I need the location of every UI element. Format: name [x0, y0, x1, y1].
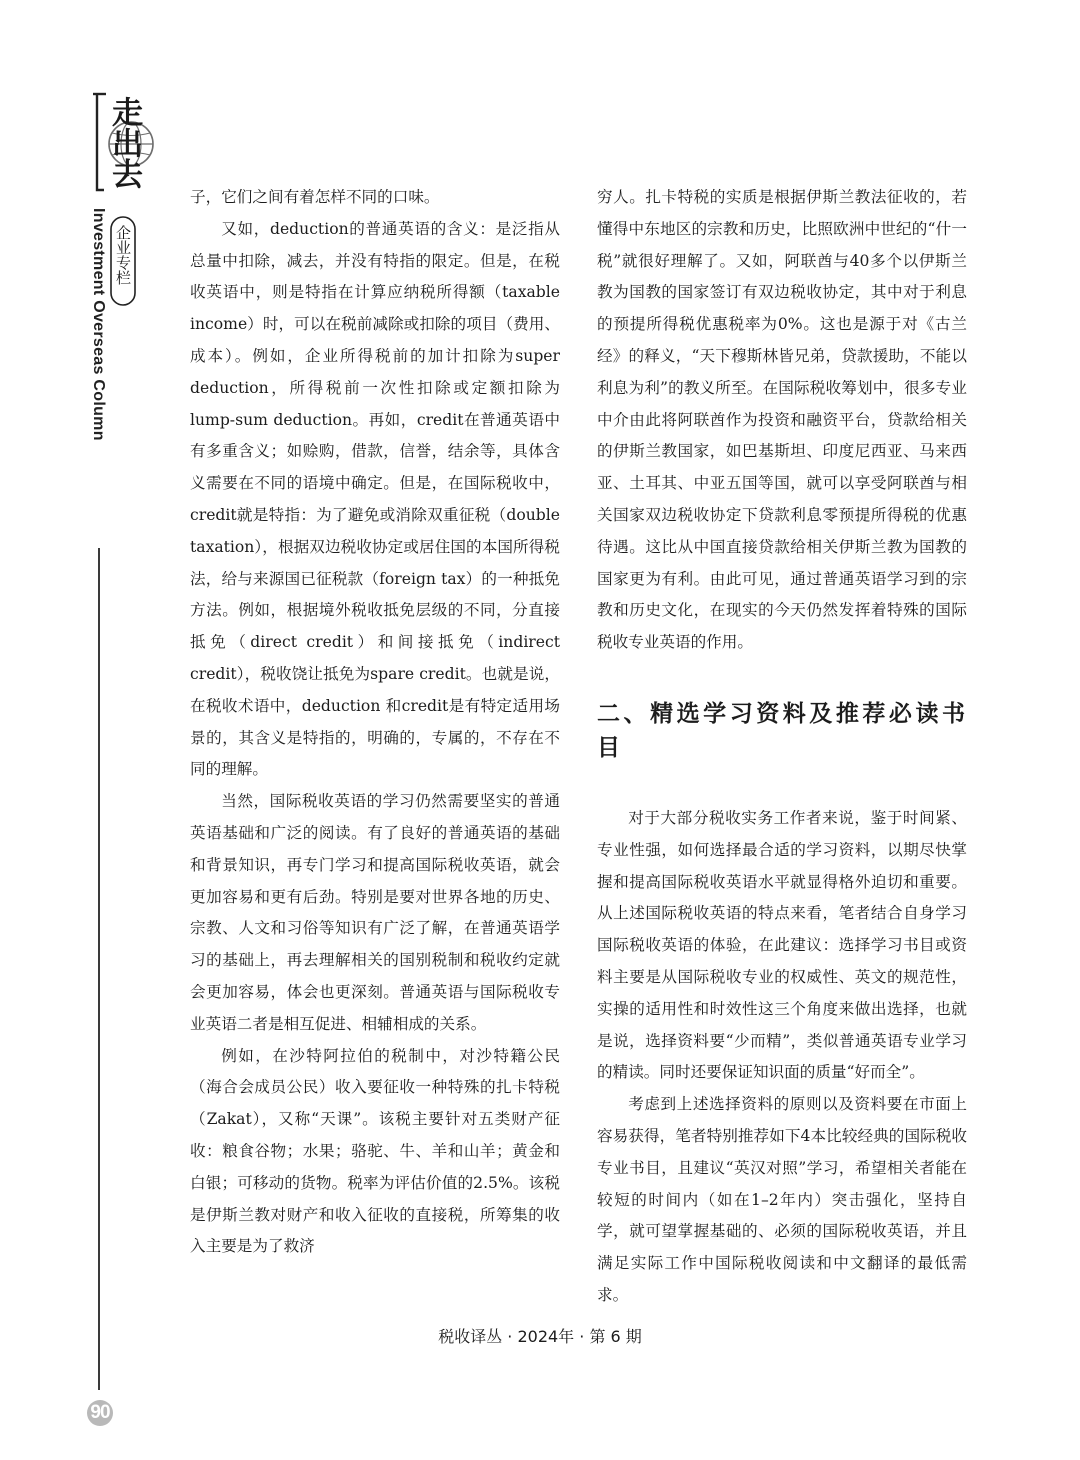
paragraph: 穷人。扎卡特税的实质是根据伊斯兰教法征收的，若懂得中东地区的宗教和历史，比照欧洲中世纪的“什一税”就很好理解了。又如，阿联酋与40多个以伊斯兰教为国教的国家签订有双边税收协定，其中对于利息的预提所得税优惠税率为0%。这也是源于对《古兰经》的释义，“天下穆斯林皆兄弟，贷款援助，不能以利息为利”的教义所至。在国际税收筹划中，很多专业中介由此将阿联酋作为投资和融资平台，贷款给相关的伊斯兰教国家，如巴基斯坦、印度尼西亚、马来西亚、土耳其、中亚五国等国，就可以享受阿联酋与相关国家双边税收协定下贷款利息零预提所得税的优惠待遇。这比从中国直接贷款给相关伊斯兰教为国教的国家更为有利。由此可见，通过普通英语学习到的宗教和历史文化，在现实的今天仍然发挥着特殊的国际税收专业英语的作用。 — [597, 188, 967, 652]
section-heading: 二、精选学习资料及推荐必读书目 — [597, 699, 967, 761]
column-tag — [110, 216, 140, 376]
left-column — [190, 182, 560, 1263]
paragraph: 考虑到上述选择资料的原则以及资料要在市面上容易获得，笔者特别推荐如下4本比较经典的国际税收专业书目，且建议“英汉对照”学习，希望相关者能在较短的时间内（如在1–2年内）突击强化，坚持自学，就可望掌握基础的、必须的国际税收英语，并且满足实际工作中国际税收阅读和中文翻译的最低需求。 — [597, 1095, 967, 1304]
column-name-en: Investment Overseas Column — [90, 208, 107, 441]
paragraph: 例如，在沙特阿拉伯的税制中，对沙特籍公民（海合会成员公民）收入要征收一种特殊的扎卡特税（Zakat），又称“天课”。该税主要针对五类财产征收：粮食谷物；水果；骆驼、牛、羊和山羊；黄金和白银；可移动的货物。税率为评估价值的2.5%。该税是伊斯兰教对财产和收入征收的直接税，所筹集的收入主要是为了救济 — [190, 1046, 560, 1256]
journal-footer: 税收译丛 · 2024年 · 第 6 期 — [438, 1327, 642, 1346]
page-number: 90 — [87, 1400, 113, 1426]
logo-text: 走出去 — [106, 96, 142, 189]
paragraph: 对于大部分税收实务工作者来说，鉴于时间紧、专业性强，如何选择最合适的学习资料，以期尽快掌握和提高国际税收英语水平就显得格外迫切和重要。从上述国际税收英语的特点来看，笔者结合自身学习国际税收英语的体验，在此建议：选择学习书目或资料主要是从国际税收专业的权威性、英文的规范性，实操的适用性和时效性这三个角度来做出选择，也就是说，选择资料要“少而精”，类似普通英语专业学习的精读。同时还要保证知识面的质量“好而全”。 — [597, 808, 967, 1082]
column-sidebar — [84, 90, 164, 1460]
zouchuqu-logo — [84, 90, 162, 200]
right-column — [597, 182, 967, 1312]
column-name-zh: 企业专栏 — [114, 225, 132, 285]
paragraph: 当然，国际税收英语的学习仍然需要坚实的普通英语基础和广泛的阅读。有了良好的普通英语的基础和背景知识，再专门学习和提高国际税收英语，就会更加容易和更有后劲。特别是要对世界各地的历史、宗教、人文和习俗等知识有广泛了解，在普通英语学习的基础上，再去理解相关的国别税制和税收约定就会更加容易，体会也更深刻。普通英语与国际税收专业英语二者是相互促进、相辅相成的关系。 — [190, 792, 560, 1033]
sidebar-rule — [98, 548, 100, 1390]
paragraph: 又如，deduction的普通英语的含义：是泛指从总量中扣除，减去，并没有特指的限定。但是，在税收英语中，则是特指在计算应纳税所得额（taxable income）时，可以在税前减除或扣除的项目（费用、成本）。例如，企业所得税前的加计扣除为super deduction，所得税前一次性扣除或定额扣除为lump-sum deduction。再如，credit在普通英语中有多重含义；如赊购，借款，信誉，结余等，具体含义需要在不同的语境中确定。但是，在国际税收中，credit就是特指：为了避免或消除双重征税（double taxation），根据双边税收协定或居住国的本国所得税法，给与来源国已征税款（foreign tax）的一种抵免方法。例如，根据境外税收抵免层级的不同，分直接抵免（direct credit）和间接抵免（indirect credit），税收饶让抵免为spare credit。也就是说，在税收术语中，deduction 和credit是有特定适用场景的，其含义是特指的，明确的，专属的，不存在不同的理解。 — [190, 219, 560, 779]
paragraph: 子，它们之间有着怎样不同的口味。 — [190, 188, 440, 206]
